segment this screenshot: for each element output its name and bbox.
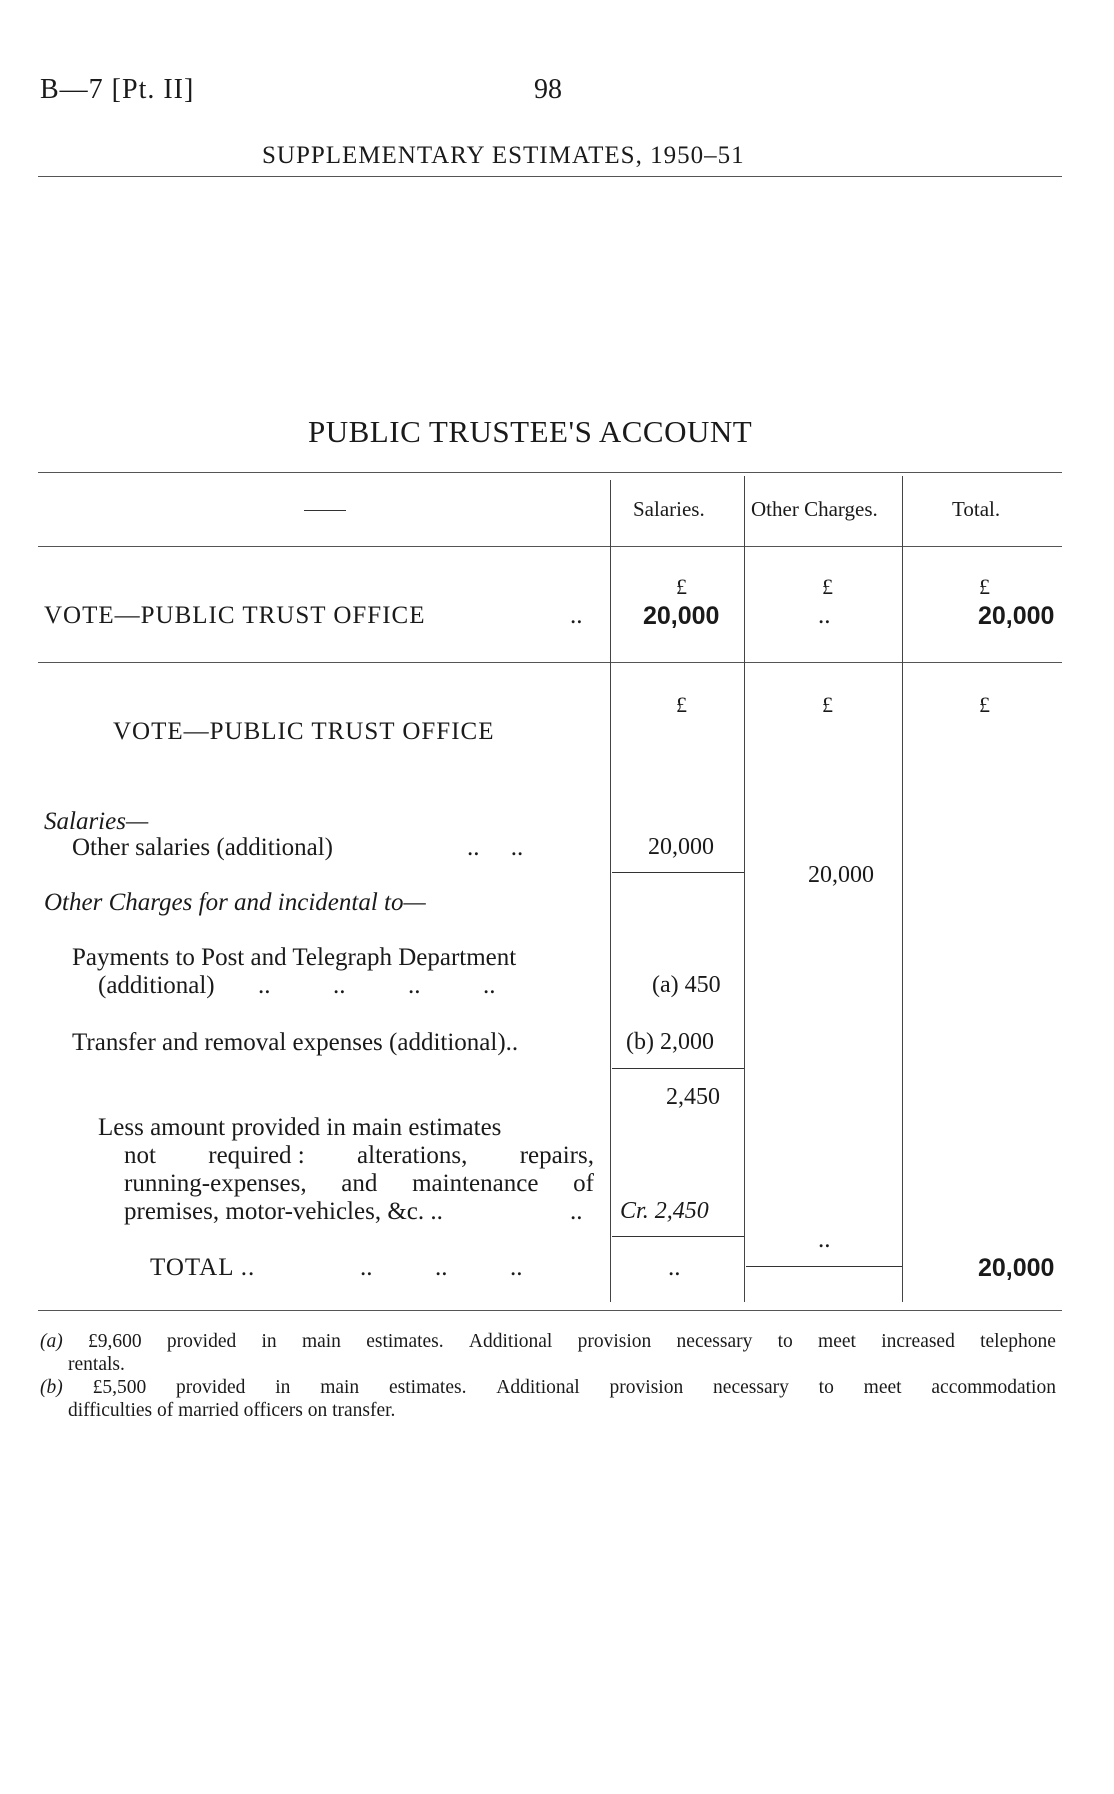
table-bottom-rule: [38, 1310, 1062, 1311]
footnote-word: estimates.: [389, 1377, 467, 1398]
other-charges-subtotal-value: 2,450: [666, 1084, 720, 1110]
total-leader: .. .. ..: [360, 1254, 523, 1281]
less-line3-word: and: [341, 1170, 378, 1197]
less-line3-word: of: [573, 1170, 594, 1197]
footnote-b-line1: [40, 1376, 1056, 1399]
summary-bottom-rule: [38, 662, 1062, 663]
summary-total-value: 20,000: [978, 602, 1055, 630]
footnote-word: Additional: [468, 1331, 553, 1352]
footnote-word: provision: [609, 1377, 684, 1398]
detail-currency-total: £: [979, 692, 990, 717]
less-line2-word: required :: [208, 1142, 305, 1169]
footnote-word: in: [261, 1331, 277, 1352]
footnote-a-marker: (a): [40, 1331, 63, 1352]
less-label-line4: premises, motor-vehicles, &c. ..: [124, 1198, 443, 1225]
less-line3-word: maintenance: [412, 1170, 539, 1197]
payments-value: (a) 450: [652, 972, 721, 998]
other-salaries-label: Other salaries (additional): [72, 834, 334, 861]
less-label-line2: [124, 1142, 594, 1170]
footnote-word: meet: [863, 1377, 902, 1398]
footnote-word: to: [818, 1377, 834, 1398]
less-bottom-rule: [612, 1236, 744, 1237]
summary-salaries-value: 20,000: [643, 602, 720, 630]
summary-vote-label: VOTE—PUBLIC TRUST OFFICE: [44, 602, 426, 629]
footnote-a-words: [40, 1330, 1056, 1353]
less-label-line3: [124, 1170, 594, 1198]
footnote-word: meet: [818, 1331, 856, 1352]
detail-currency-salaries: £: [676, 692, 687, 717]
footnote-a-line2: rentals.: [68, 1354, 125, 1375]
less-label-line1: Less amount provided in main estimates: [98, 1114, 502, 1141]
footnote-word: to: [777, 1331, 793, 1352]
summary-currency-salaries: £: [676, 574, 687, 599]
page-number: 98: [534, 74, 562, 105]
footnote-b-line2: difficulties of married officers on transfer.: [68, 1400, 396, 1421]
table-top-rule: [38, 472, 1062, 473]
salaries-subtotal-value: 20,000: [808, 862, 874, 888]
column-heading-total: Total.: [952, 497, 1001, 521]
transfer-value: (b) 2,000: [626, 1029, 714, 1055]
less-value: [620, 1198, 709, 1225]
footnote-word: estimates.: [366, 1331, 444, 1352]
footnote-word: in: [275, 1377, 291, 1398]
header-rule: [38, 176, 1062, 177]
less-line3-word: running-expenses,: [124, 1170, 307, 1197]
column-divider-other: [744, 476, 745, 1302]
footnote-word: £9,600: [88, 1331, 142, 1352]
footnote-word: main: [320, 1377, 360, 1398]
header-bottom-rule: [38, 546, 1062, 547]
total-salaries-value: ..: [668, 1254, 681, 1281]
footnote-word: provision: [577, 1331, 652, 1352]
other-charges-subheading: Other Charges for and incidental to—: [44, 889, 426, 916]
document-reference: B—7 [Pt. II]: [40, 74, 195, 105]
footnote-word: provided: [166, 1331, 237, 1352]
summary-currency-total: £: [979, 574, 990, 599]
other-salaries-leader: .. ..: [467, 834, 524, 861]
summary-leader: ..: [570, 602, 583, 629]
less-line2-word: repairs,: [519, 1142, 594, 1169]
grand-total-value: 20,000: [978, 1254, 1055, 1282]
total-label: TOTAL ..: [150, 1254, 256, 1281]
other-charges-net-value: ..: [818, 1226, 831, 1253]
detail-currency-other: £: [822, 692, 833, 717]
account-title: PUBLIC TRUSTEE'S ACCOUNT: [308, 414, 753, 449]
running-title: SUPPLEMENTARY ESTIMATES, 1950–51: [262, 142, 745, 169]
footnote-word: necessary: [713, 1377, 789, 1398]
total-rule-other: [746, 1266, 902, 1267]
summary-currency-other: £: [822, 574, 833, 599]
footnote-word: necessary: [676, 1331, 753, 1352]
stub-heading-dash: [304, 510, 346, 511]
footnote-a-line1: [40, 1330, 1056, 1353]
column-divider-total: [902, 476, 903, 1302]
footnote-b-marker: (b): [40, 1377, 63, 1398]
footnote-word: main: [301, 1331, 341, 1352]
other-charges-subtotal-rule: [612, 1068, 744, 1069]
footnote-word: Additional: [496, 1377, 580, 1398]
footnote-word: accommodation: [931, 1377, 1056, 1398]
less-leader: ..: [570, 1198, 583, 1225]
footnote-word: £5,500: [92, 1377, 147, 1398]
column-heading-salaries: Salaries.: [633, 497, 705, 521]
other-salaries-value: 20,000: [648, 834, 714, 860]
less-value-text: Cr. 2,450: [620, 1198, 709, 1224]
summary-other-charges-value: ..: [818, 602, 831, 629]
less-line2-word: alterations,: [357, 1142, 468, 1169]
salaries-subheading: Salaries—: [44, 808, 149, 835]
transfer-label: Transfer and removal expenses (additional)..: [72, 1029, 519, 1056]
footnote-word: provided: [176, 1377, 246, 1398]
payments-leader: .. .. .. ..: [258, 972, 496, 999]
payments-label-line2: (additional): [98, 972, 215, 999]
payments-label-line1: Payments to Post and Telegraph Department: [72, 944, 517, 971]
footnote-word: telephone: [980, 1331, 1056, 1352]
footnote-b-words: [40, 1376, 1056, 1399]
footnote-word: increased: [881, 1331, 955, 1352]
column-divider-salaries: [610, 480, 611, 1302]
column-heading-other-charges: Other Charges.: [751, 497, 878, 521]
detail-vote-heading: VOTE—PUBLIC TRUST OFFICE: [113, 718, 495, 745]
less-line2-word: not: [124, 1142, 156, 1169]
salaries-subtotal-rule: [612, 872, 744, 873]
